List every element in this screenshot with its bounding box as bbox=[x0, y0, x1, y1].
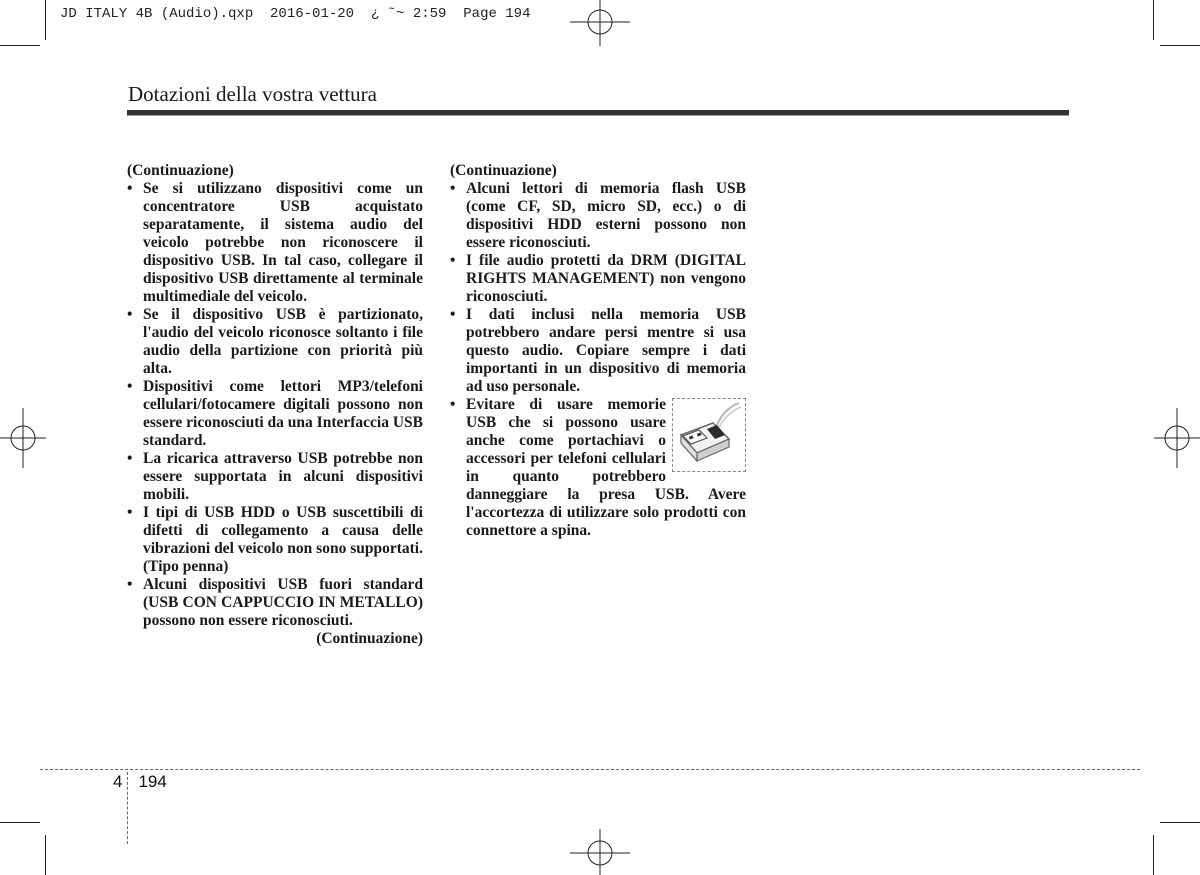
continued-label: (Continuazione) bbox=[316, 630, 423, 647]
list-item: • I tipi di USB HDD o USB suscettibili di difetti di collegamento a causa delle vibrazioni del veicolo non sono supportati. (Tipo penna) bbox=[127, 504, 423, 576]
list-item: • I file audio protetti da DRM (DIGITAL RIGHTS MANAGEMENT) non vengono riconosciuti. bbox=[450, 252, 746, 306]
list-item: • La ricarica attraverso USB potrebbe non essere supportata in alcuni dispositivi mobili. bbox=[127, 450, 423, 504]
crop-mark bbox=[1153, 0, 1154, 40]
page-number bbox=[113, 772, 167, 792]
section-number: 4 bbox=[113, 772, 123, 791]
usb-keychain-icon bbox=[672, 398, 746, 472]
list-item: • Dispositivi come lettori MP3/telefoni cellulari/fotocamere digitali possono non essere riconosciuti da una Interfaccia USB standard. bbox=[127, 378, 423, 450]
section-title: Dotazioni della vostra vettura bbox=[128, 82, 377, 106]
list-item: • Alcuni dispositivi USB fuori standard (USB CON CAPPUCCIO IN METALLO) possono non essere riconosciuti. bbox=[127, 576, 423, 630]
right-bullet-list bbox=[450, 180, 746, 540]
list-item: • Se il dispositivo USB è partizionato, l'audio del veicolo riconosce soltanto i file audio della partizione con priorità più alta. bbox=[127, 306, 423, 378]
crop-mark bbox=[0, 45, 40, 46]
registration-mark-left bbox=[0, 408, 46, 468]
header-rule-thin bbox=[127, 115, 1069, 116]
page-number-value: 194 bbox=[138, 772, 167, 791]
crop-mark bbox=[1153, 835, 1154, 875]
right-column bbox=[450, 162, 746, 540]
continued-label: (Continuazione) bbox=[450, 162, 557, 179]
footer-rule bbox=[40, 769, 1140, 770]
registration-mark-right bbox=[1154, 408, 1200, 468]
list-item: • Se si utilizzano dispositivi come un concentratore USB acquistato separatamente, il sistema audio del veicolo potrebbe non riconoscere il dispositivo USB. In tal caso, collegare il dispositivo USB direttamente al terminale multimediale del veicolo. bbox=[127, 180, 423, 306]
continued-label: (Continuazione) bbox=[127, 162, 234, 179]
crop-mark bbox=[45, 0, 46, 40]
registration-mark-top bbox=[570, 0, 630, 46]
crop-mark bbox=[1160, 822, 1200, 823]
crop-mark bbox=[45, 835, 46, 875]
list-item: • I dati inclusi nella memoria USB potrebbero andare persi mentre si usa questo audio. Copiare sempre i dati importanti in un dispositivo di memoria ad uso personale. bbox=[450, 306, 746, 396]
left-bullet-list bbox=[127, 180, 423, 630]
crop-mark bbox=[1160, 45, 1200, 46]
print-slug: JD ITALY 4B (Audio).qxp 2016-01-20 ¿ ˜~ 2:59 Page 194 bbox=[60, 6, 531, 22]
list-item: • Alcuni lettori di memoria flash USB (come CF, SD, micro SD, ecc.) o di dispositivi HDD esterni possono non essere riconosciuti. bbox=[450, 180, 746, 252]
list-item-with-figure: • Evitare di usare memorie USB che si possono usare anche come portachiavi o accessori per telefoni cellulari in quanto potrebbero danneggiare la presa USB. Avere l'accortezza di utilizzare solo prodotti con connettore a spina. bbox=[450, 396, 746, 540]
registration-mark-bottom bbox=[570, 829, 630, 875]
crop-mark bbox=[0, 822, 40, 823]
left-column bbox=[127, 162, 423, 648]
